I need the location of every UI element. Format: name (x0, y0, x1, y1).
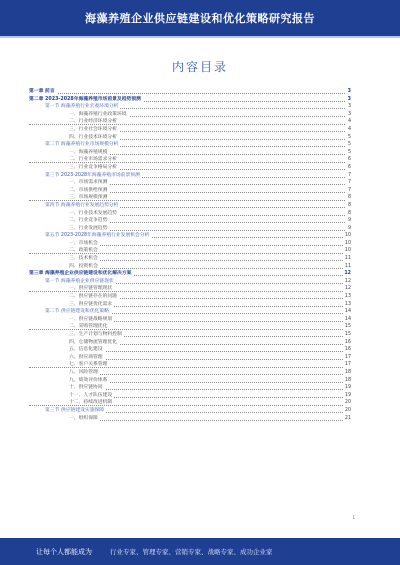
toc-entry-label: 三、行业竞争格局分析 (29, 165, 119, 170)
toc-entry[interactable] (29, 172, 351, 180)
toc-entry-label: 一、海藻养殖行业政策环境 (29, 112, 129, 117)
toc-entry-page: 9 (347, 218, 351, 224)
toc-entry-page: 7 (347, 187, 351, 193)
toc-entry[interactable] (29, 88, 351, 96)
toc-entry[interactable] (29, 179, 351, 187)
toc-entry[interactable] (29, 255, 351, 263)
toc-entry[interactable] (29, 377, 351, 385)
toc-entry-label: 第一节 海藻养殖行业宏观环境分析 (29, 104, 120, 109)
toc-entry-page: 10 (344, 248, 351, 254)
toc-entry[interactable] (29, 339, 351, 347)
toc-entry[interactable] (29, 270, 351, 278)
toc-entry[interactable] (29, 134, 351, 142)
toc-entry-label: 三、技术机会 (29, 256, 100, 261)
toc-entry[interactable] (29, 407, 351, 415)
toc-entry[interactable] (29, 202, 351, 210)
toc-entry-label: 三、行业发展趋势 (29, 226, 109, 231)
toc-entry[interactable] (29, 415, 351, 423)
toc-entry[interactable] (29, 354, 351, 362)
toc-entry-page: 20 (344, 407, 351, 413)
toc-entry-page: 6 (347, 157, 351, 163)
toc-entry[interactable] (29, 323, 351, 331)
toc-entry-page: 8 (347, 202, 351, 208)
toc-entry-label: 第二节 海藻养殖行业市场规模分析 (29, 142, 120, 147)
toc-entry[interactable] (29, 225, 351, 233)
toc-entry-label: 一、市场需求预测 (29, 180, 109, 185)
toc-entry-page: 13 (344, 294, 351, 300)
toc-entry-page: 19 (344, 385, 351, 391)
toc-entry-label: 八、风险管理 (29, 370, 100, 375)
footer-slogan: 让每个人都能成为 (36, 548, 92, 556)
toc-title: 内容目录 (171, 60, 228, 74)
toc-entry-page: 16 (344, 339, 351, 345)
toc-entry-label: 第三节 2023-2028年海藻养殖市场前景预测 (29, 173, 142, 178)
toc-entry-label: 二、行业竞争趋势 (29, 218, 109, 223)
toc-entry[interactable] (29, 240, 351, 248)
toc-entry-label: 四、仓储物流管理优化 (29, 340, 119, 345)
toc-entry-page: 5 (347, 142, 351, 148)
toc-entry-label: 十一、人才队伍建设 (29, 393, 114, 398)
toc-entry[interactable] (29, 399, 351, 407)
toc-entry-label: 六、供应商管理 (29, 355, 105, 360)
toc-entry-page: 12 (344, 271, 351, 277)
footer-roles: 行业专家、管理专家、营销专家、战略专家、成功企业家 (110, 548, 273, 556)
toc-entry[interactable] (29, 194, 351, 202)
toc-entry[interactable] (29, 103, 351, 111)
toc-entry[interactable] (29, 301, 351, 309)
toc-entry-label: 一、供应链战略规划 (29, 317, 114, 322)
toc-entry-label: 二、市场供给预测 (29, 188, 109, 193)
toc-entry-label: 第五节 2023-2028年海藻养殖行业发展机会分析 (29, 233, 151, 238)
toc-entry-label: 二、采购管理优化 (29, 324, 109, 329)
toc-entry-page: 5 (347, 149, 351, 155)
toc-entry-label: 三、市场规模预测 (29, 195, 109, 200)
toc-entry-label: 二、行业市场需求分析 (29, 157, 119, 162)
toc-entry[interactable] (29, 210, 351, 218)
toc-entry-label: 第一节 海藻养殖企业供应链现状 (29, 279, 116, 284)
toc-entry-page: 8 (347, 210, 351, 216)
toc-entry-label: 九、绩效评价体系 (29, 378, 109, 383)
toc-entry-page: 7 (347, 172, 351, 178)
toc-entry-page: 13 (344, 301, 351, 307)
toc-entry-label: 三、供应链优化需求 (29, 302, 114, 307)
toc-entry-page: 21 (344, 415, 351, 421)
toc-entry[interactable] (29, 118, 351, 126)
toc-entry[interactable] (29, 232, 351, 240)
toc-entry[interactable] (29, 96, 351, 104)
toc-entry-label: 第二节 供应链建设和优化策略 (29, 309, 111, 314)
toc-entry[interactable] (29, 164, 351, 172)
toc-entry[interactable] (29, 141, 351, 149)
toc-entry[interactable] (29, 346, 351, 354)
toc-entry-page: 12 (344, 278, 351, 284)
toc-entry-page: 7 (347, 180, 351, 186)
toc-entry-label: 二、供应链存在的问题 (29, 294, 119, 299)
toc-entry[interactable] (29, 111, 351, 119)
toc-entry-label: 四、行业技术环境分析 (29, 135, 119, 140)
toc-entry-label: 第三节 供应链建设实施保障 (29, 408, 106, 413)
toc-entry[interactable] (29, 308, 351, 316)
toc-entry-page: 3 (347, 111, 351, 117)
toc-entry[interactable] (29, 316, 351, 324)
toc-entry-page: 20 (344, 400, 351, 406)
toc-entry-page: 3 (347, 96, 351, 102)
toc-entry-page: 15 (344, 324, 351, 330)
toc-entry-page: 11 (344, 263, 351, 269)
toc-entry-page: 17 (344, 362, 351, 368)
toc-entry-label: 十、供应链协同 (29, 385, 105, 390)
toc-entry[interactable] (29, 285, 351, 293)
toc-entry[interactable] (29, 149, 351, 157)
toc-entry[interactable] (29, 156, 351, 164)
header-divider (0, 36, 400, 38)
toc-entry-label: 第三章 海藻养殖企业供应链建设和优化解决方案 (29, 271, 132, 277)
toc-entry-label: 十二、持续改进机制 (29, 400, 114, 405)
toc-entry-label: 四、投资机会 (29, 264, 100, 269)
toc-entry-label: 二、行业经济环境分析 (29, 119, 119, 124)
toc-entry[interactable] (29, 187, 351, 195)
toc-entry[interactable] (29, 392, 351, 400)
toc-entry-page: 5 (347, 134, 351, 140)
toc-entry-label: 一、行业技术发展趋势 (29, 211, 119, 216)
toc-entry[interactable] (29, 384, 351, 392)
toc-entry-page: 3 (347, 104, 351, 110)
toc-entry-label: 一、市场机会 (29, 241, 100, 246)
toc-entry[interactable] (29, 247, 351, 255)
toc-entry-page: 12 (344, 286, 351, 292)
toc-entry-page: 6 (347, 164, 351, 170)
toc-entry[interactable] (29, 217, 351, 225)
toc-entry-page: 3 (347, 89, 351, 94)
toc-entry-label: 第二章 2023-2028年海藻养殖市场前景及趋势预测 (29, 96, 141, 102)
toc-entry-label: 第一章 前言 (29, 89, 55, 94)
toc-entry[interactable] (29, 331, 351, 339)
toc-entry-page: 15 (344, 332, 351, 337)
toc-entry-page: 4 (347, 126, 351, 132)
toc-entry-page: 17 (344, 354, 351, 360)
toc-entry-label: 二、政策机会 (29, 248, 100, 253)
toc-entry-page: 10 (344, 240, 351, 246)
toc-entry[interactable] (29, 263, 351, 271)
toc-entry-page: 18 (344, 377, 351, 383)
toc-entry-page: 4 (347, 119, 351, 125)
toc-entry-page: 16 (344, 347, 351, 353)
toc-entry-page: 19 (344, 392, 351, 398)
toc-entry[interactable] (29, 361, 351, 369)
toc-entry-page: 14 (344, 316, 351, 322)
toc-entry-page: 8 (347, 195, 351, 201)
report-header (0, 0, 400, 36)
toc-leader-dots (29, 93, 345, 94)
toc-entry-page: 18 (344, 369, 351, 375)
toc-entry[interactable] (29, 278, 351, 286)
toc-entry-label: 第四节 海藻养殖行业发展趋势分析 (29, 203, 120, 208)
toc-entry-label: 一、供应链管理现状 (29, 286, 114, 291)
toc-entry-label: 五、信息化建设 (29, 347, 105, 352)
toc-entry[interactable] (29, 293, 351, 301)
toc-entry[interactable] (29, 369, 351, 377)
report-title: 海藻养殖企业供应链建设和优化策略研究报告 (85, 12, 315, 25)
toc-entry[interactable] (29, 126, 351, 134)
toc-entry-label: 三、行业社会环境分析 (29, 127, 119, 132)
footer-banner (0, 538, 400, 565)
toc-entry-page: 9 (347, 225, 351, 231)
toc-entry-page: 14 (344, 309, 351, 315)
toc-entry-label: 三、生产计划与物料控制 (29, 332, 124, 337)
toc-entry-page: 10 (344, 233, 351, 239)
toc-entry-label: 一、海藻养殖规模 (29, 150, 109, 155)
page-number: 1 (352, 515, 355, 520)
toc-entry-label: 一、组织保障 (29, 416, 100, 421)
toc-entry-page: 11 (344, 256, 351, 262)
toc-entry-label: 七、客户关系管理 (29, 362, 109, 367)
table-of-contents (29, 88, 351, 422)
